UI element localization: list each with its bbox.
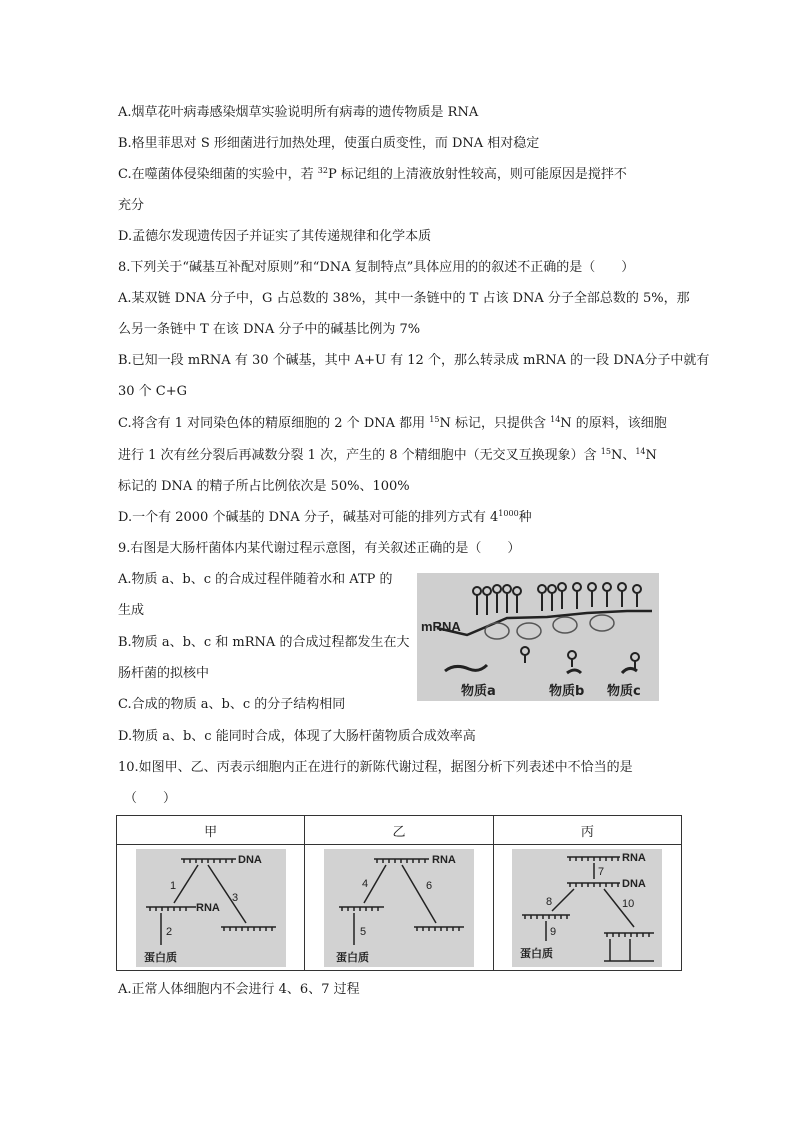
- q8-option-c: C.将含有 1 对同染色体的精原细胞的 2 个 DNA 都用 $^{15}$N 标记，只提供含 $^{14}$N 的原料，该细胞: [118, 415, 667, 431]
- q9-translation-figure: [417, 573, 659, 701]
- q9-option-c: C.合成的物质 a、b、c 的分子结构相同: [118, 697, 346, 712]
- q10-figure-table: [116, 815, 682, 971]
- header-yi: 乙: [305, 816, 493, 845]
- q9-option-a-cont: 生成: [118, 603, 145, 618]
- yi-rna-label: RNA: [431, 853, 456, 866]
- q7-option-a: A.烟草花叶病毒感染烟草实验说明所有病毒的遗传物质是 RNA: [118, 105, 479, 120]
- q8-option-c-cont2: 标记的 DNA 的精子所占比例依次是 50%、100%: [118, 479, 410, 494]
- cell-yi: [305, 845, 493, 971]
- yi-num-5: 5: [359, 925, 367, 938]
- bing-num-7: 7: [598, 865, 605, 878]
- jia-num-2: 2: [165, 925, 172, 938]
- yi-protein-label: 蛋白质: [335, 950, 369, 964]
- cell-jia: [117, 845, 305, 971]
- q7-option-b: B.格里菲思对 S 形细菌进行加热处理，使蛋白质变性，而 DNA 相对稳定: [118, 136, 540, 151]
- bing-num-8: 8: [546, 895, 553, 908]
- diagram-yi: [324, 849, 474, 967]
- q8-option-b: B.已知一段 mRNA 有 30 个碱基，其中 A+U 有 12 个，那么转录成 mRNA 的一段 DNA分子中就有: [118, 353, 710, 368]
- bing-num-10: 10: [622, 897, 635, 910]
- diagram-jia: [136, 849, 286, 967]
- polyribosome-diagram: [417, 573, 659, 701]
- q8-option-c-cont: 进行 1 次有丝分裂后再减数分裂 1 次，产生的 8 个精细胞中（无交叉互换现象）含 $^{15}$N、$^{14}$N: [118, 447, 657, 463]
- q10-stem-paren: （ ）: [124, 791, 177, 806]
- q8-stem: 8.下列关于“碱基互补配对原则”和“DNA 复制特点”具体应用的的叙述不正确的是（ ）: [118, 260, 635, 275]
- header-jia: 甲: [117, 816, 305, 845]
- q8-option-b-cont: 30 个 C+G: [118, 384, 188, 399]
- yi-num-6: 6: [425, 879, 433, 892]
- jia-rna-label: RNA: [195, 901, 220, 914]
- label-a: 物质a: [461, 684, 496, 699]
- label-b: 物质b: [549, 684, 585, 699]
- jia-protein-label: 蛋白质: [143, 950, 177, 964]
- bing-rna-label: RNA: [622, 851, 647, 864]
- diagram-bing: [512, 849, 662, 967]
- q8-option-d: D.一个有 2000 个碱基的 DNA 分子，碱基对可能的排列方式有 $4^{1000}$种: [118, 509, 532, 525]
- mrna-label: mRNA: [421, 619, 461, 634]
- q10-option-a: A.正常人体细胞内不会进行 4、6、7 过程: [118, 982, 360, 997]
- q7-option-c: C.在噬菌体侵染细菌的实验中，若 $^{32}$P 标记组的上清液放射性较高，则可能原因是搅拌不: [118, 166, 627, 182]
- q9-option-b-cont: 肠杆菌的拟核中: [118, 666, 210, 681]
- bing-protein-label: 蛋白质: [520, 946, 554, 960]
- q7-option-c-cont: 充分: [118, 198, 145, 213]
- q10-stem: 10.如图甲、乙、丙表示细胞内正在进行的新陈代谢过程，据图分析下列表述中不恰当的是: [118, 760, 633, 775]
- q8-option-a-cont: 么另一条链中 T 在该 DNA 分子中的碱基比例为 7%: [118, 322, 421, 337]
- cell-bing: [493, 845, 681, 971]
- bing-dna-label: DNA: [622, 877, 647, 890]
- header-bing: 丙: [493, 816, 681, 845]
- q8-option-a: A.某双链 DNA 分子中，G 占总数的 38%，其中一条链中的 T 占该 DNA 分子全部总数的 5%，那: [118, 291, 690, 306]
- q7-option-d: D.孟德尔发现遗传因子并证实了其传递规律和化学本质: [118, 229, 432, 244]
- bing-num-9: 9: [550, 925, 557, 938]
- jia-num-1: 1: [169, 879, 176, 892]
- q9-stem: 9.右图是大肠杆菌体内某代谢过程示意图，有关叙述正确的是（ ）: [118, 541, 521, 556]
- q9-option-a: A.物质 a、b、c 的合成过程伴随着水和 ATP 的: [118, 572, 393, 587]
- label-c: 物质c: [607, 684, 641, 699]
- jia-dna-label: DNA: [237, 853, 262, 866]
- q9-option-d: D.物质 a、b、c 能同时合成，体现了大肠杆菌物质合成效率高: [118, 729, 476, 744]
- jia-num-3: 3: [231, 891, 238, 904]
- q9-option-b: B.物质 a、b、c 和 mRNA 的合成过程都发生在大: [118, 635, 410, 650]
- yi-num-4: 4: [361, 877, 369, 890]
